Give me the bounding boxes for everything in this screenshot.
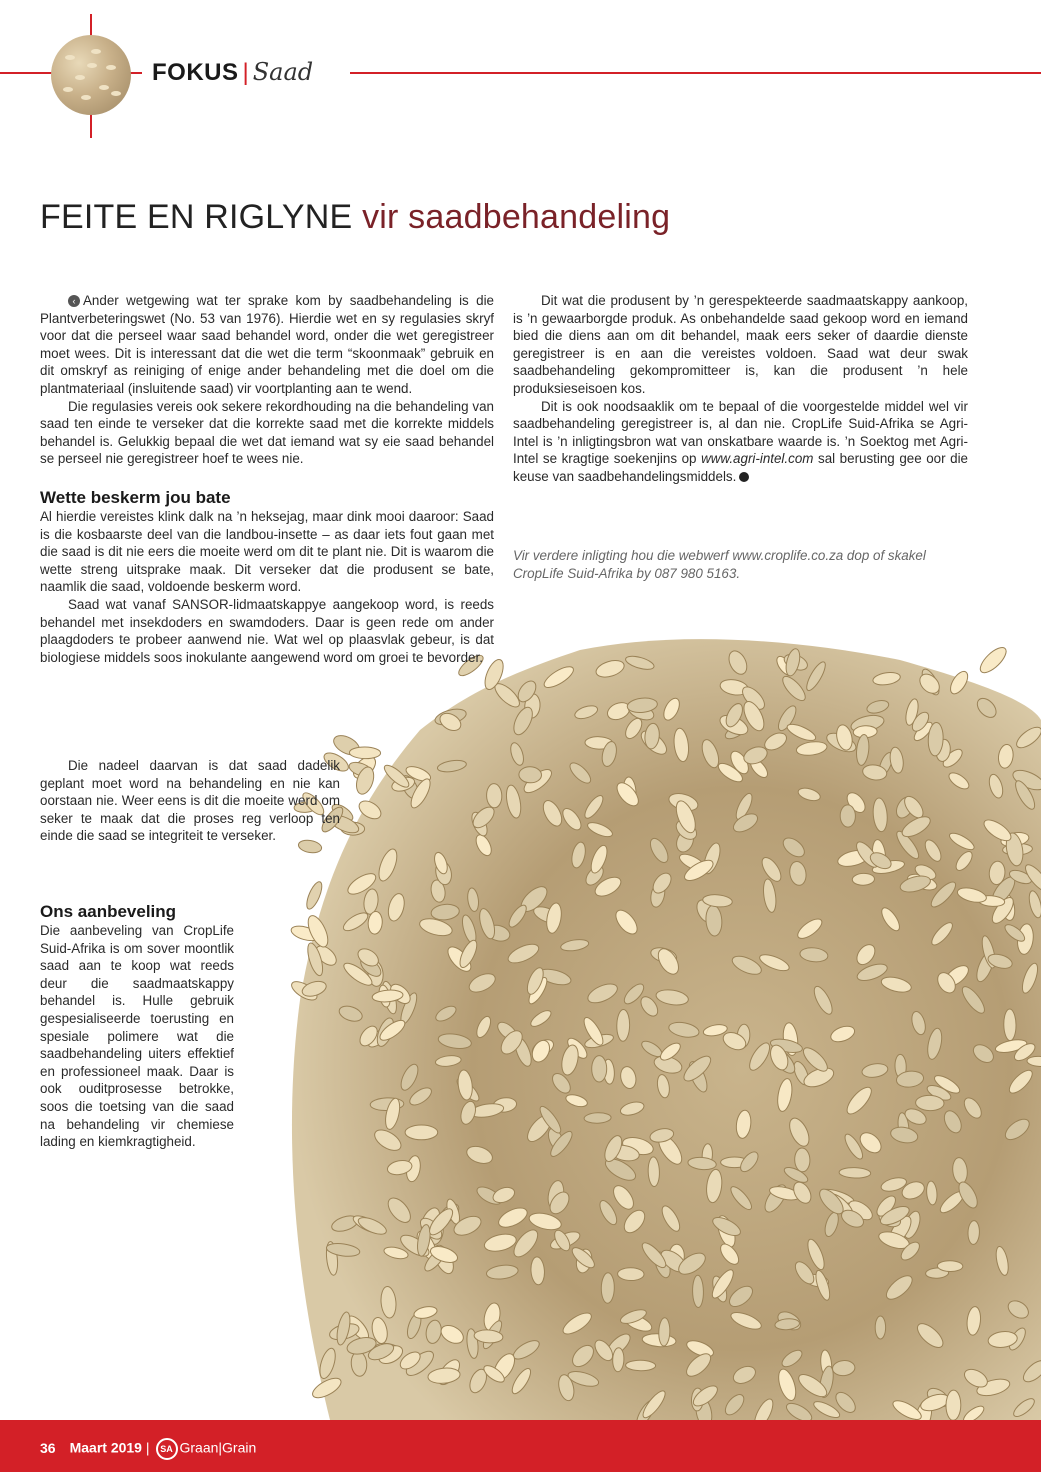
seed xyxy=(692,1275,703,1307)
headline-accent: vir saadbehandeling xyxy=(362,198,671,236)
seed xyxy=(601,1273,615,1304)
sa-logo-icon: SA xyxy=(156,1438,178,1460)
agri-intel-link[interactable]: www.agri-intel.com xyxy=(701,451,814,467)
seed xyxy=(304,880,325,911)
seed xyxy=(937,1260,963,1271)
paragraph: Dit wat die produsent by ’n gerespekteerde saadmaatskappy aankoop, is ’n gewaarborgde produk. As onbehandelde saad gekoop word en iemand bied die diens aan om dit behandel, maak eers seker of daardie dienste geregistreer is en aan die vereistes voldoen. Saad wat deur swak saadbehandeling gekompromitteer is, kan die produsent ’n hele produksieseisoen kos. xyxy=(513,293,968,396)
left-column-bottom xyxy=(40,902,234,1151)
info-note: Vir verdere inligting hou die webwerf www.croplife.co.za dop of skakel CropLife Suid-Afrika by 087 980 5163. xyxy=(513,548,926,581)
right-column xyxy=(513,292,968,486)
footer-info xyxy=(40,1438,256,1460)
seed xyxy=(486,783,502,808)
paragraph: Ander wetgewing wat ter sprake kom by saadbehandeling is die Plantverbeteringswet (No. 53 van 1976). Hierdie wet en sy regulasies skryf voor dat die perseel waar saad behandel word, onder die wet geregistreer moet wees. Dit is interessant dat die wet die term “skoonmaak” gebruik en dit omskryf as reiniging of enige ander behandeling met die doel om die plantmateriaal (insluitende saad) vir voortplanting aan te wend. xyxy=(40,293,494,396)
seed xyxy=(875,1316,885,1339)
seed xyxy=(976,644,1010,677)
seed xyxy=(617,1009,630,1041)
seed xyxy=(519,766,542,783)
article-headline xyxy=(40,198,670,237)
subheading-aanbeveling: Ons aanbeveling xyxy=(40,902,177,921)
paragraph-end: sal berusting gee oor die keuse van saadbehandelingsmiddels. xyxy=(513,451,968,484)
paragraph: Al hierdie vereistes klink dalk na ’n heksejag, maar dink mooi daaroor: Saad is die kosbaarste deel van die landbou-insette – as daar iets fout gaan met die saad is dit nie eers die moeite werd om dit te plant nie. Dit is waarom die wette streng uitsprake maak. Dit verseker dat die produsent se bate, naamlik die saad, voldoende beskerm word. xyxy=(40,508,494,595)
continued-arrow-icon: ‹ xyxy=(68,295,80,307)
seed xyxy=(617,1267,644,1280)
paragraph: Die nadeel daarvan is dat saad dadelik geplant moet word na behandeling en nie kan oorstaan nie. Weer eens is dit die moeite werd om seker te maak dat die proses reg verloop ten einde die saad se integriteit te verseker. xyxy=(40,758,340,844)
page-number: 36 xyxy=(40,1439,56,1456)
section-label: FOKUS xyxy=(152,59,239,86)
seed xyxy=(349,747,380,759)
seed xyxy=(592,1056,607,1082)
seed xyxy=(405,1125,438,1140)
issue-date: Maart 2019 xyxy=(69,1439,142,1456)
seed xyxy=(852,873,875,886)
left-column-top xyxy=(40,292,494,666)
subsection-label: Saad xyxy=(252,58,314,86)
seed xyxy=(612,1348,624,1372)
seed xyxy=(840,805,856,827)
seed xyxy=(794,1148,810,1172)
paragraph: Die aanbeveling van CropLife Suid-Afrika is om sover moontlik saad aan te koop wat reeds deur die saadmaatskappy behandel is. Hulle gebruik gespesialiseerde toerusting en spesiale polimere wat die saadbehandeling uiters effektief en professioneel maak. Daar is ook ouditprosesse betrokke, soos die toetsing van die saad na behandeling vir chemiese lading en kiemkragtigheid. xyxy=(40,923,234,1150)
seed xyxy=(968,1220,980,1244)
subheading-wette: Wette beskerm jou bate xyxy=(40,487,231,507)
publication-name: Graan|Grain xyxy=(179,1439,257,1456)
seed xyxy=(946,1390,961,1420)
seed xyxy=(626,1360,656,1371)
paragraph: Die regulasies vereis ook sekere rekordhouding na die behandeling van saad ten einde te verseker dat die korrekte saad met die korrekte middels behandel is. Gelukkig bepaal die wet dat iemand wat sy eie saad behandel se perseel nie geregistreer hoef te wees nie. xyxy=(40,398,494,467)
paragraph: Saad wat vanaf SANSOR-lidmaatskappye aangekoop word, is reeds behandel met insekdoders en swamdoders. Daar is geen rede om ander plaagdoders te probeer aanwend nie. Wat wel op plaasvlak gebeur, is dat biologiese middels soos inokulante aangewend word om groei te bevorder. xyxy=(40,596,494,665)
left-column-middle xyxy=(40,757,340,845)
kicker-divider: | xyxy=(242,59,249,86)
seed xyxy=(1004,1009,1017,1041)
paragraph-start: Dit is ook noodsaaklik om te bepaal of die voorgestelde middel wel vir saadbehandeling geregistreer is, al dan nie. CropLife Suid-Afrika se Agri-Intel is ’n inligtingsbron wat van onskatbare waarde is. ’n Soektog met Agri-Intel se kragtige soekenjins op xyxy=(513,398,968,467)
article-end-icon xyxy=(739,472,749,482)
footer-divider: | xyxy=(141,1439,150,1456)
headline-main: FEITE EN RIGLYNE xyxy=(40,198,353,236)
